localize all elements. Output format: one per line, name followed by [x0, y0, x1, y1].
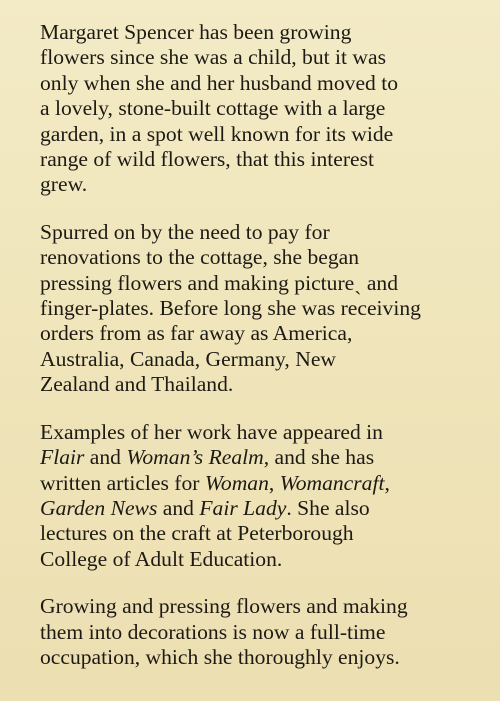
text-line [40, 496, 486, 521]
text-run: occupation, which she thoroughly enjoys. [40, 644, 400, 669]
text-run: Margaret Spencer has been growing [40, 20, 352, 44]
text-line [40, 172, 486, 197]
text-run: renovations to the cottage, she began [40, 245, 360, 270]
text-line [40, 594, 486, 619]
text-run: , and she has [263, 445, 375, 470]
text-run: them into decorations is now a full-time [40, 619, 386, 644]
text-line [40, 20, 486, 45]
paragraph [40, 420, 486, 572]
italic-title: Fair Lady [199, 495, 287, 520]
italic-title: Garden News [40, 495, 158, 520]
text-run: a lovely, stone-built cottage with a large [40, 96, 386, 121]
text-run: Spurred on by the need to pay for [40, 219, 330, 244]
text-line [40, 45, 486, 70]
italic-title: Flair [40, 445, 85, 470]
text-line [40, 620, 486, 645]
text-body [40, 20, 486, 670]
italic-title: Womancraft [279, 470, 385, 495]
text-run: Australia, Canada, Germany, New [40, 346, 337, 371]
text-line [40, 547, 486, 572]
text-run: Growing and pressing flowers and making [40, 594, 408, 619]
text-run: . She also [286, 495, 370, 520]
text-run: College of Adult Education. [40, 546, 283, 571]
text-line [40, 521, 486, 546]
paragraph [40, 220, 486, 398]
text-line [40, 147, 486, 172]
text-line [40, 271, 486, 296]
italic-title: Woman’s Realm [126, 445, 264, 470]
text-run: only when she and her husband moved to [40, 70, 399, 95]
text-run: finger-plates. Before long she was receiving [40, 296, 421, 321]
text-run: lectures on the craft at Peterborough [40, 521, 354, 546]
text-line [40, 445, 486, 470]
italic-title: Woman [204, 470, 269, 495]
text-run: written articles for [40, 470, 205, 495]
text-line [40, 420, 486, 445]
text-run: , [384, 470, 390, 495]
text-line [40, 245, 486, 270]
text-line [40, 71, 486, 96]
text-line [40, 471, 486, 496]
text-line [40, 122, 486, 147]
paragraph [40, 20, 486, 198]
text-run: range of wild flowers, that this interest [40, 147, 375, 172]
text-run: garden, in a spot well known for its wide [40, 121, 394, 146]
text-run: pressing flowers and making pictureˏ and [40, 270, 398, 295]
text-run: flowers since she was a child, but it was [40, 45, 387, 70]
text-run: orders from as far away as America, [40, 321, 353, 346]
text-line [40, 645, 486, 670]
text-line [40, 220, 486, 245]
text-run: , [268, 470, 280, 495]
text-line [40, 347, 486, 372]
text-run: and [84, 445, 127, 470]
text-line [40, 296, 486, 321]
text-run: Examples of her work have appeared in [40, 419, 383, 444]
paragraph [40, 594, 486, 670]
text-line [40, 321, 486, 346]
text-line [40, 372, 486, 397]
text-run: grew. [40, 172, 88, 197]
text-run: Zealand and Thailand. [40, 372, 234, 397]
text-line [40, 96, 486, 121]
text-run: and [157, 495, 200, 520]
